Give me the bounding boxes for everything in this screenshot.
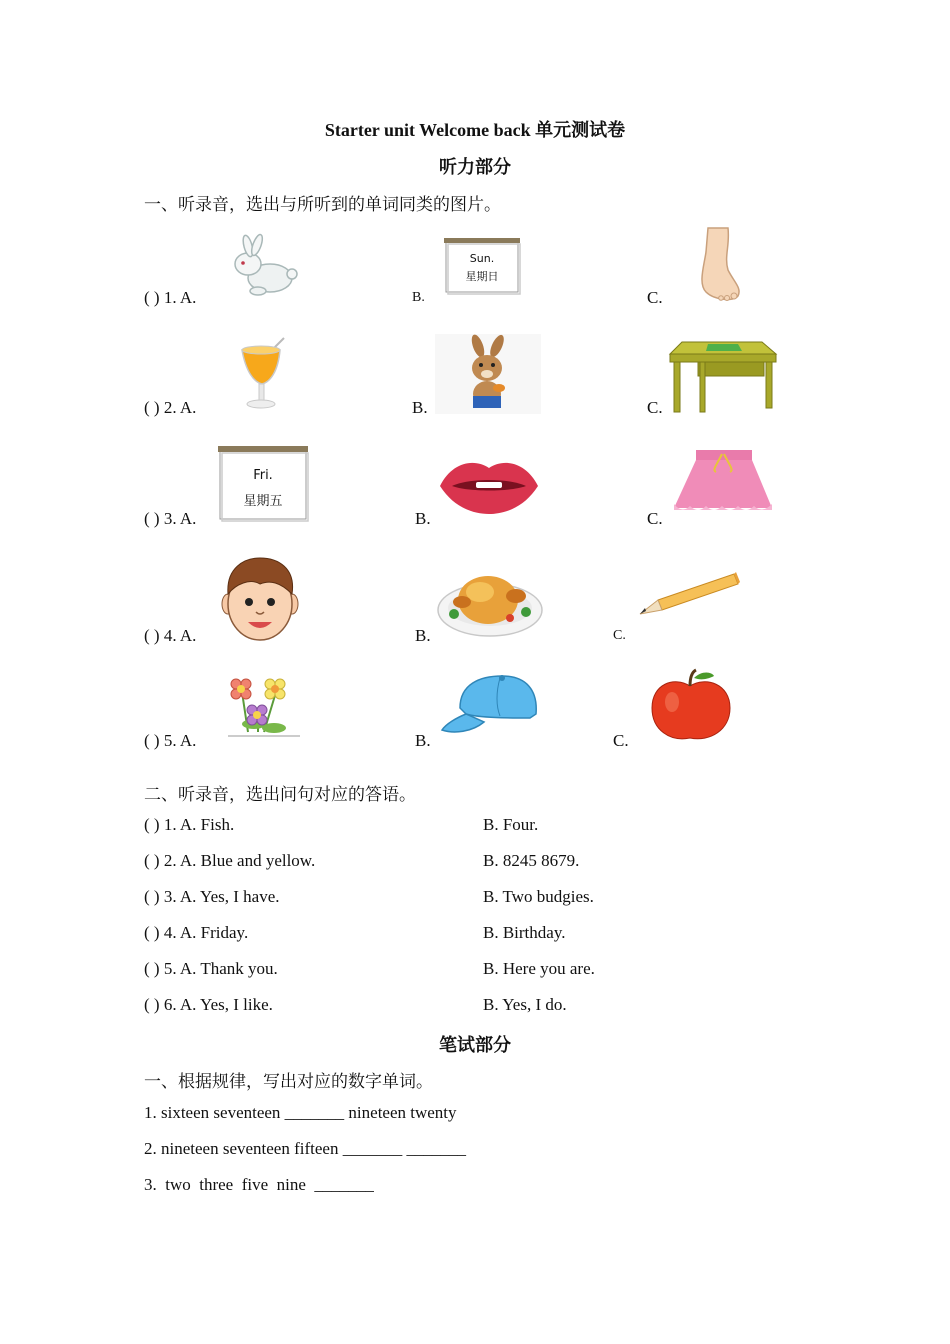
desk-icon [668,340,778,414]
mouth-icon [438,458,540,514]
answer-option-a: ( ) 5. A. Thank you. [144,959,278,978]
number-sequence-item: 2. nineteen seventeen fifteen _______ _______ [144,1139,466,1158]
calendar-fri-icon [218,446,308,522]
instruction-listening-part2: 二、听录音，选出问句对应的答语。 [144,785,416,804]
answer-option-b: B. Here you are. [483,959,595,978]
option-b-label: B. [412,290,425,305]
answer-option-b: B. Yes, I do. [483,995,567,1014]
question-label: ( ) 4. A. [144,626,197,645]
cap-icon [440,674,540,736]
number-sequence-item: 1. sixteen seventeen _______ nineteen twenty [144,1103,457,1122]
boy-face-icon [220,556,300,642]
rabbit-icon [226,236,298,298]
calendar-sun-icon [444,238,520,294]
calendar-fri-weekday: 星期五 [243,494,283,509]
section-heading-writing: 笔试部分 [439,1035,511,1055]
option-c-label: C. [613,628,626,643]
juice-glass-icon [238,336,288,412]
calendar-fri-day: Fri. [253,468,273,483]
option-b-label: B. [415,731,431,750]
question-label: ( ) 2. A. [144,398,197,417]
option-c-label: C. [613,731,629,750]
answer-option-b: B. Four. [483,815,539,834]
instruction-listening-part1: 一、听录音，选出与所听到的单词同类的图片。 [144,195,501,214]
option-b-label: B. [415,509,431,528]
answer-option-b: B. 8245 8679. [483,851,580,870]
answer-option-a: ( ) 4. A. Friday. [144,923,249,942]
calendar-sun-day: Sun. [469,252,495,265]
option-c-label: C. [647,288,663,307]
skirt-icon [672,448,774,518]
option-b-label: B. [415,626,431,645]
option-c-label: C. [647,509,663,528]
pencil-icon [638,570,740,616]
instruction-writing-part1: 一、根据规律，写出对应的数字单词。 [144,1072,433,1091]
toy-rabbit-icon [435,334,541,414]
foot-icon [694,226,744,302]
answer-option-a: ( ) 6. A. Yes, I like. [144,995,273,1014]
number-sequence-item: 3. two three five nine _______ [144,1175,374,1194]
section-heading-listening: 听力部分 [439,157,511,177]
page-title: Starter unit Welcome back 单元测试卷 [324,120,626,140]
question-label: ( ) 1. A. [144,288,197,307]
calendar-sun-weekday: 星期日 [465,270,499,283]
answer-option-b: B. Two budgies. [483,887,594,906]
roast-chicken-icon [436,558,544,638]
answer-option-b: B. Birthday. [483,923,566,942]
apple-icon [650,668,732,742]
question-label: ( ) 3. A. [144,509,197,528]
answer-option-a: ( ) 1. A. Fish. [144,815,235,834]
option-c-label: C. [647,398,663,417]
flowers-icon [224,672,304,742]
answer-option-a: ( ) 2. A. Blue and yellow. [144,851,316,870]
question-label: ( ) 5. A. [144,731,197,750]
answer-option-a: ( ) 3. A. Yes, I have. [144,887,280,906]
option-b-label: B. [412,398,428,417]
